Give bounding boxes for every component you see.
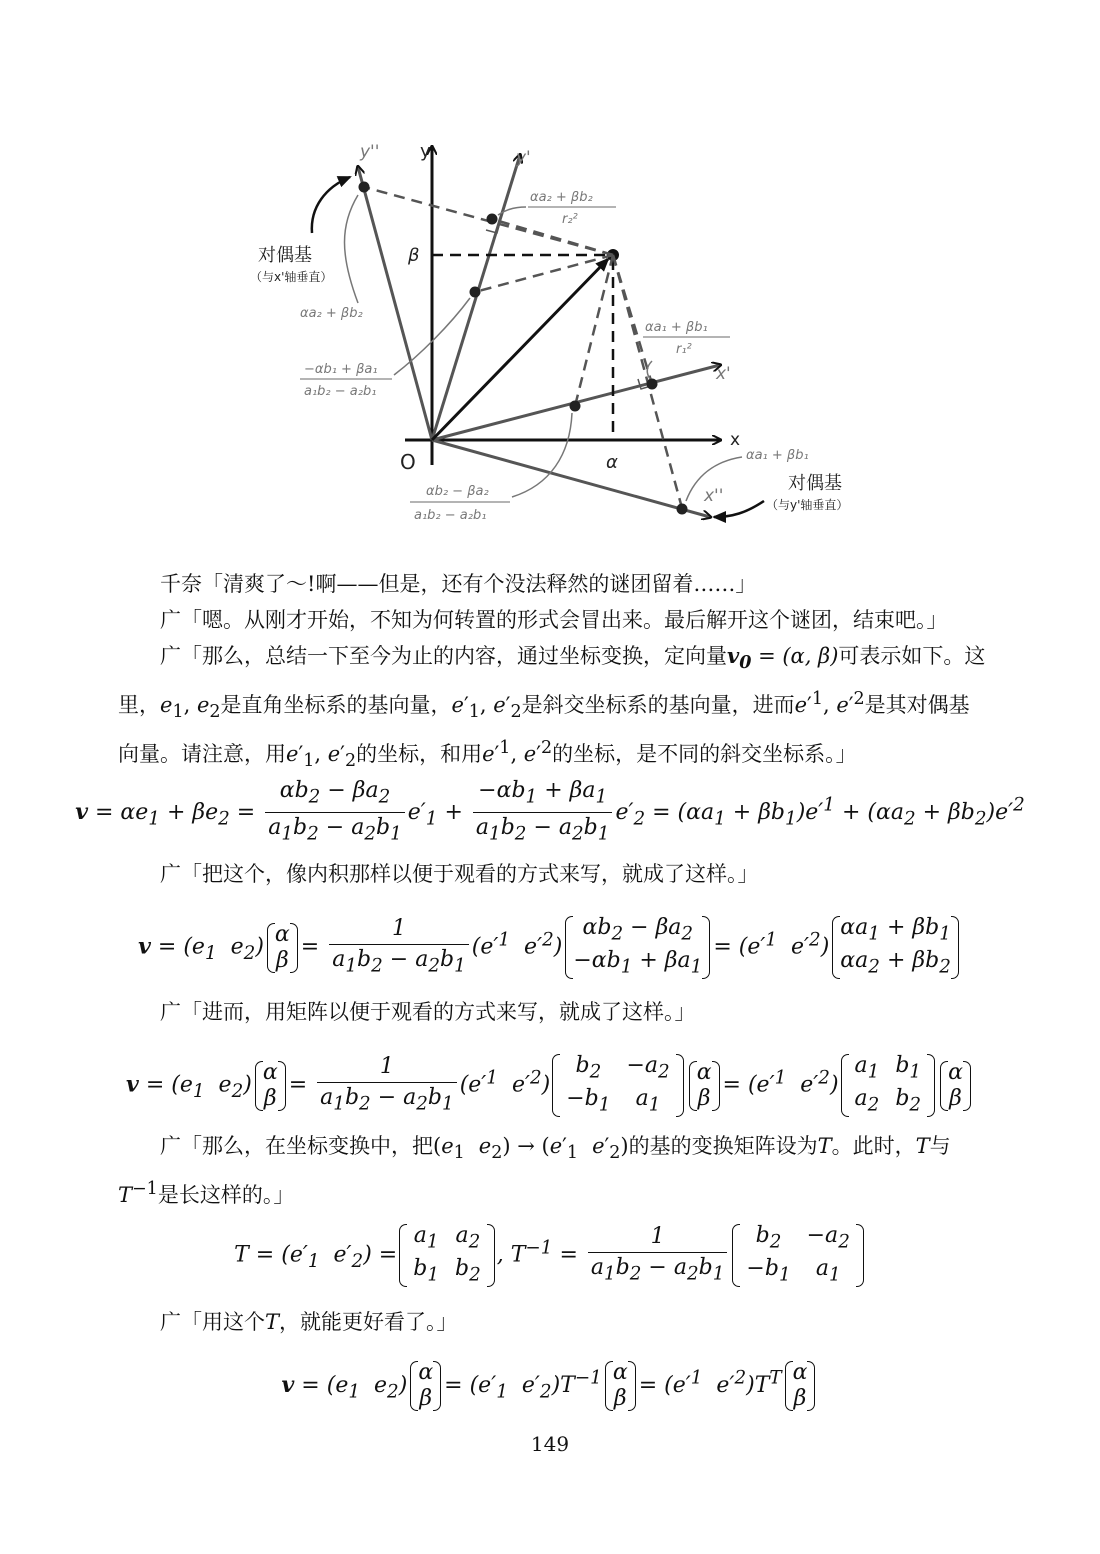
paragraph-chinatsu-1: 千奈「清爽了～!啊——但是，还有个没法释然的谜团留着……」 xyxy=(160,572,757,596)
formula-final: $v = (e_1$ $e_2$) α β = ($e'_1$ $e'_2)T^{-1}$ α β = ($e'^1$ $e'^2)T^T$ α β xyxy=(0,1360,1100,1412)
annot-x-prime-den: r₁² xyxy=(676,342,692,357)
annot-bottom-frac-den: a₁b₂ − a₂b₁ xyxy=(414,508,487,523)
paragraph-hiro-5: 广「那么，在坐标变换中，把($e_1$ $e_2) \to (e'_1$ $e'_2$)的基的变换矩阵设为T。此时，T与$T^{-1}$是长这样的。」 xyxy=(118,1134,951,1208)
point-x-prime-par xyxy=(570,401,581,412)
formula-matrix-form: $v = (e_1$ $e_2$) α β = $\frac{1}{a_1b_2 - a_2b_1}$ ($e'^1$ $e'^2$) $b_2$ $-a_2$ $-b_1$ $a_1$ α β = ($e'^1$ $e'^2$) $a_1$ $b_1$ $a_2$ $b_2$ α β xyxy=(0,1052,1100,1119)
paragraph-hiro-4: 广「进而，用矩阵以便于观看的方式来写，就成了这样。」 xyxy=(160,1000,696,1024)
y-prime-axis xyxy=(432,155,520,440)
dual-basis-right-label: 对偶基 xyxy=(788,473,842,494)
coordinate-diagram xyxy=(250,135,880,535)
paragraph-hiro-2: 广「那么，总结一下至今为止的内容，通过坐标变换，定向量$v_0 = (\alpha$, β)可表示如下。这里，$e_1$, $e_2$是直角坐标系的基向量，$e'_1$, $e'_2$是斜交坐标系的基向量，进而$e'^1$, $e'^2$是其对偶基向量。请注意，用$e'_1$, $e'_2$的坐标，和用$e'^1$, $e'^2$的坐标，是不同的斜交坐标系。」 xyxy=(118,643,986,772)
paragraph-hiro-3: 广「把这个，像内积那样以便于观看的方式来写，就成了这样。」 xyxy=(160,862,759,886)
label-alpha: α xyxy=(606,452,618,473)
paragraph-hiro-6: 广「用这个T，就能更好看了。」 xyxy=(160,1310,458,1334)
point-x-prime-orth xyxy=(647,379,658,390)
annot-bottom-frac-arrow xyxy=(512,413,572,497)
proj-to-x-prime-parallel xyxy=(575,255,613,406)
y-dprime-axis xyxy=(358,167,432,440)
annot-y-prime-num: αa₂ + βb₂ xyxy=(530,190,593,205)
annot-y-dprime-coef: αa₂ + βb₂ xyxy=(300,306,363,321)
annot-left-frac-num: −αb₁ + βa₁ xyxy=(304,362,378,377)
label-y-dprime: y'' xyxy=(360,142,380,162)
label-origin: O xyxy=(400,450,416,474)
page-number: 149 xyxy=(530,1432,570,1456)
point-y-prime-par xyxy=(470,287,481,298)
label-y-prime: y' xyxy=(516,148,531,168)
annot-bottom-frac-num: αb₂ − βa₂ xyxy=(426,484,489,499)
label-beta: β xyxy=(408,245,420,266)
point-y-dprime xyxy=(359,182,370,193)
formula-v-decomposition: $v = \alpha e_1 + \beta e_2$ = $\frac{\alpha b_2 - \beta a_2}{a_1b_2 - a_2b_1}$ $e'_1$ + $\frac{-\alpha b_1 + \beta a_1}{a_1b_2 - a_2b_1}$ $e'_2 = (\alpha a_1 + \beta b_1)e'^1 + (\alpha a_2 + \beta b_2)e'^2$ xyxy=(75,778,1025,845)
point-x-dprime xyxy=(677,504,688,515)
formula-inner-product-form: $v = (e_1$ $e_2$) α β = $\frac{1}{a_1b_2 - a_2b_1}$ ($e'^1$ $e'^2$) $\alpha b_2 - \beta a_2$ $-\alpha b_1 + \beta a_1$ = ($e'^1$ $e'^2$) $\alpha a_1 + \beta b_1$ $\alpha a_2 + \beta b_2$ xyxy=(0,914,1100,981)
dual-basis-left-arrow xyxy=(312,177,350,233)
label-y: y xyxy=(420,141,431,162)
point-y-prime-orth xyxy=(487,214,498,225)
annot-x-dprime-coef: αa₁ + βb₁ xyxy=(746,448,809,463)
x-dprime-axis xyxy=(432,440,710,517)
formula-transform-matrix: $T = (e'_1$ $e'_2$) = $a_1$ $a_2$ $b_1$ $b_2$ , $T^{-1}$ = $\frac{1}{a_1b_2 - a_2b_1}$ $b_2$ $-a_2$ $-b_1$ $a_1$ xyxy=(0,1222,1100,1289)
annot-left-frac-den: a₁b₂ − a₂b₁ xyxy=(304,384,377,399)
dual-basis-left-note: （与x'轴垂直） xyxy=(250,270,333,284)
label-x-prime: x' xyxy=(716,364,731,384)
dual-basis-right-note: （与y'轴垂直） xyxy=(766,498,849,512)
label-x-dprime: x'' xyxy=(704,486,724,506)
paragraph-hiro-1: 广「嗯。从刚才开始，不知为何转置的形式会冒出来。最后解开这个谜团，结束吧。」 xyxy=(160,608,948,632)
annot-x-prime-num: αa₁ + βb₁ xyxy=(645,320,708,335)
annot-y-prime-den: r₂² xyxy=(562,212,578,227)
label-x: x xyxy=(730,430,741,450)
annot-y-dprime-arrow xyxy=(345,195,359,303)
dual-basis-left-label: 对偶基 xyxy=(258,245,312,266)
